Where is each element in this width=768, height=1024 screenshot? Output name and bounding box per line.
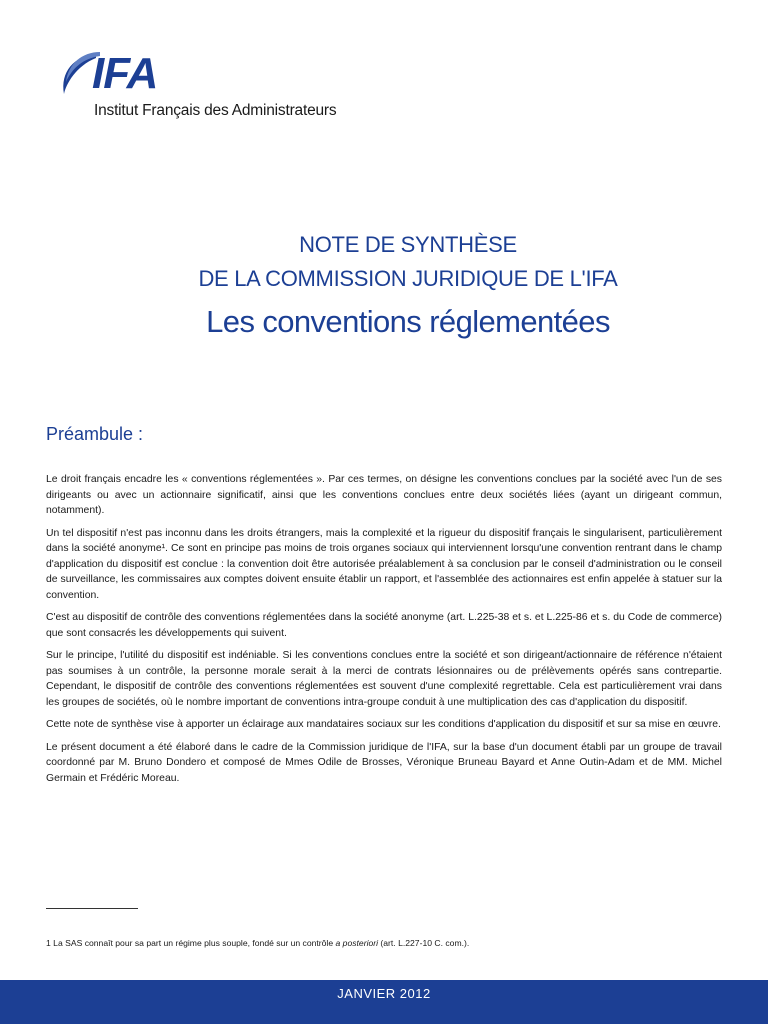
footnote-italic: a posteriori bbox=[335, 938, 379, 948]
footnote-text-end: (art. L.227-10 C. com.). bbox=[378, 938, 470, 948]
footnote bbox=[46, 938, 469, 948]
footnote-rule bbox=[46, 908, 138, 909]
paragraph: Le droit français encadre les « conventions réglementées ». Par ces termes, on désigne les conventions conclues par la société avec l'un de ses dirigeants ou avec un actionnaire significatif, ainsi que les conventions conclues entre deux sociétés liées (ayant un dirigeant commun, notamment). bbox=[46, 474, 722, 516]
paragraph: Un tel dispositif n'est pas inconnu dans les droits étrangers, mais la complexité et la rigueur du dispositif français le singularisent, particulièrement dans la société anonyme¹. Ce sont en principe pas moins de trois organes sociaux qui interviennent lorsqu'une convention rentrant dans le champ d'application du dispositif est conclue : la convention doit être autorisée préalablement à sa conclusion par le conseil d'administration ou le conseil de surveillance, les commissaires aux comptes doivent ensuite établir un rapport, et l'assemblée des actionnaires est enfin appelée à statuer sur la convention. bbox=[46, 527, 722, 601]
title-line-1: NOTE DE SYNTHÈSE bbox=[299, 232, 517, 257]
document-title bbox=[0, 228, 768, 344]
title-main: Les conventions réglementées bbox=[206, 304, 610, 339]
paragraph: Le présent document a été élaboré dans le cadre de la Commission juridique de l'IFA, sur la base d'un document établi par un groupe de travail coordonné par M. Bruno Dondero et composé de Mmes Odile de Brosses, Véronique Bruneau Bayard et Anne Outin-Adam et de MM. Michel Germain et Frédéric Moreau. bbox=[46, 741, 722, 784]
section-heading: Préambule : bbox=[46, 424, 144, 444]
logo-subtitle: Institut Français des Administrateurs bbox=[94, 102, 337, 119]
paragraph: Sur le principe, l'utilité du dispositif est indéniable. Si les conventions conclues entre la société et son dirigeant/actionnaire de référence n'étaient pas soumises à un contrôle, la personne morale serait à la merci de contrats lésionnaires ou de prélèvements opérés sans contrepartie. Cependant, le dispositif de contrôle des conventions réglementées est souvent d'une complexité regrettable. Cela est particulièrement vrai dans les groupes de sociétés, où le nombre important de conventions intra-groupe conduit à une multiplication des cas d'application du dispositif. bbox=[46, 650, 722, 708]
logo-mark: IFA bbox=[92, 49, 158, 98]
footnote-text: 1 La SAS connaît pour sa part un régime plus souple, fondé sur un contrôle bbox=[46, 938, 336, 948]
ifa-logo bbox=[56, 48, 366, 128]
footer-bar bbox=[0, 980, 768, 1024]
title-line-2: DE LA COMMISSION JURIDIQUE DE L'IFA bbox=[198, 266, 618, 291]
paragraph: C'est au dispositif de contrôle des conventions réglementées dans la société anonyme (art. L.225-38 et s. et L.225-86 et s. du Code de commerce) que sont consacrés les développements qui suivent. bbox=[46, 612, 722, 639]
footer-date: JANVIER 2012 bbox=[337, 986, 431, 1001]
paragraph: Cette note de synthèse vise à apporter un éclairage aux mandataires sociaux sur les conditions d'application du dispositif et sur sa mise en œuvre. bbox=[46, 719, 721, 730]
body-text bbox=[46, 472, 722, 793]
